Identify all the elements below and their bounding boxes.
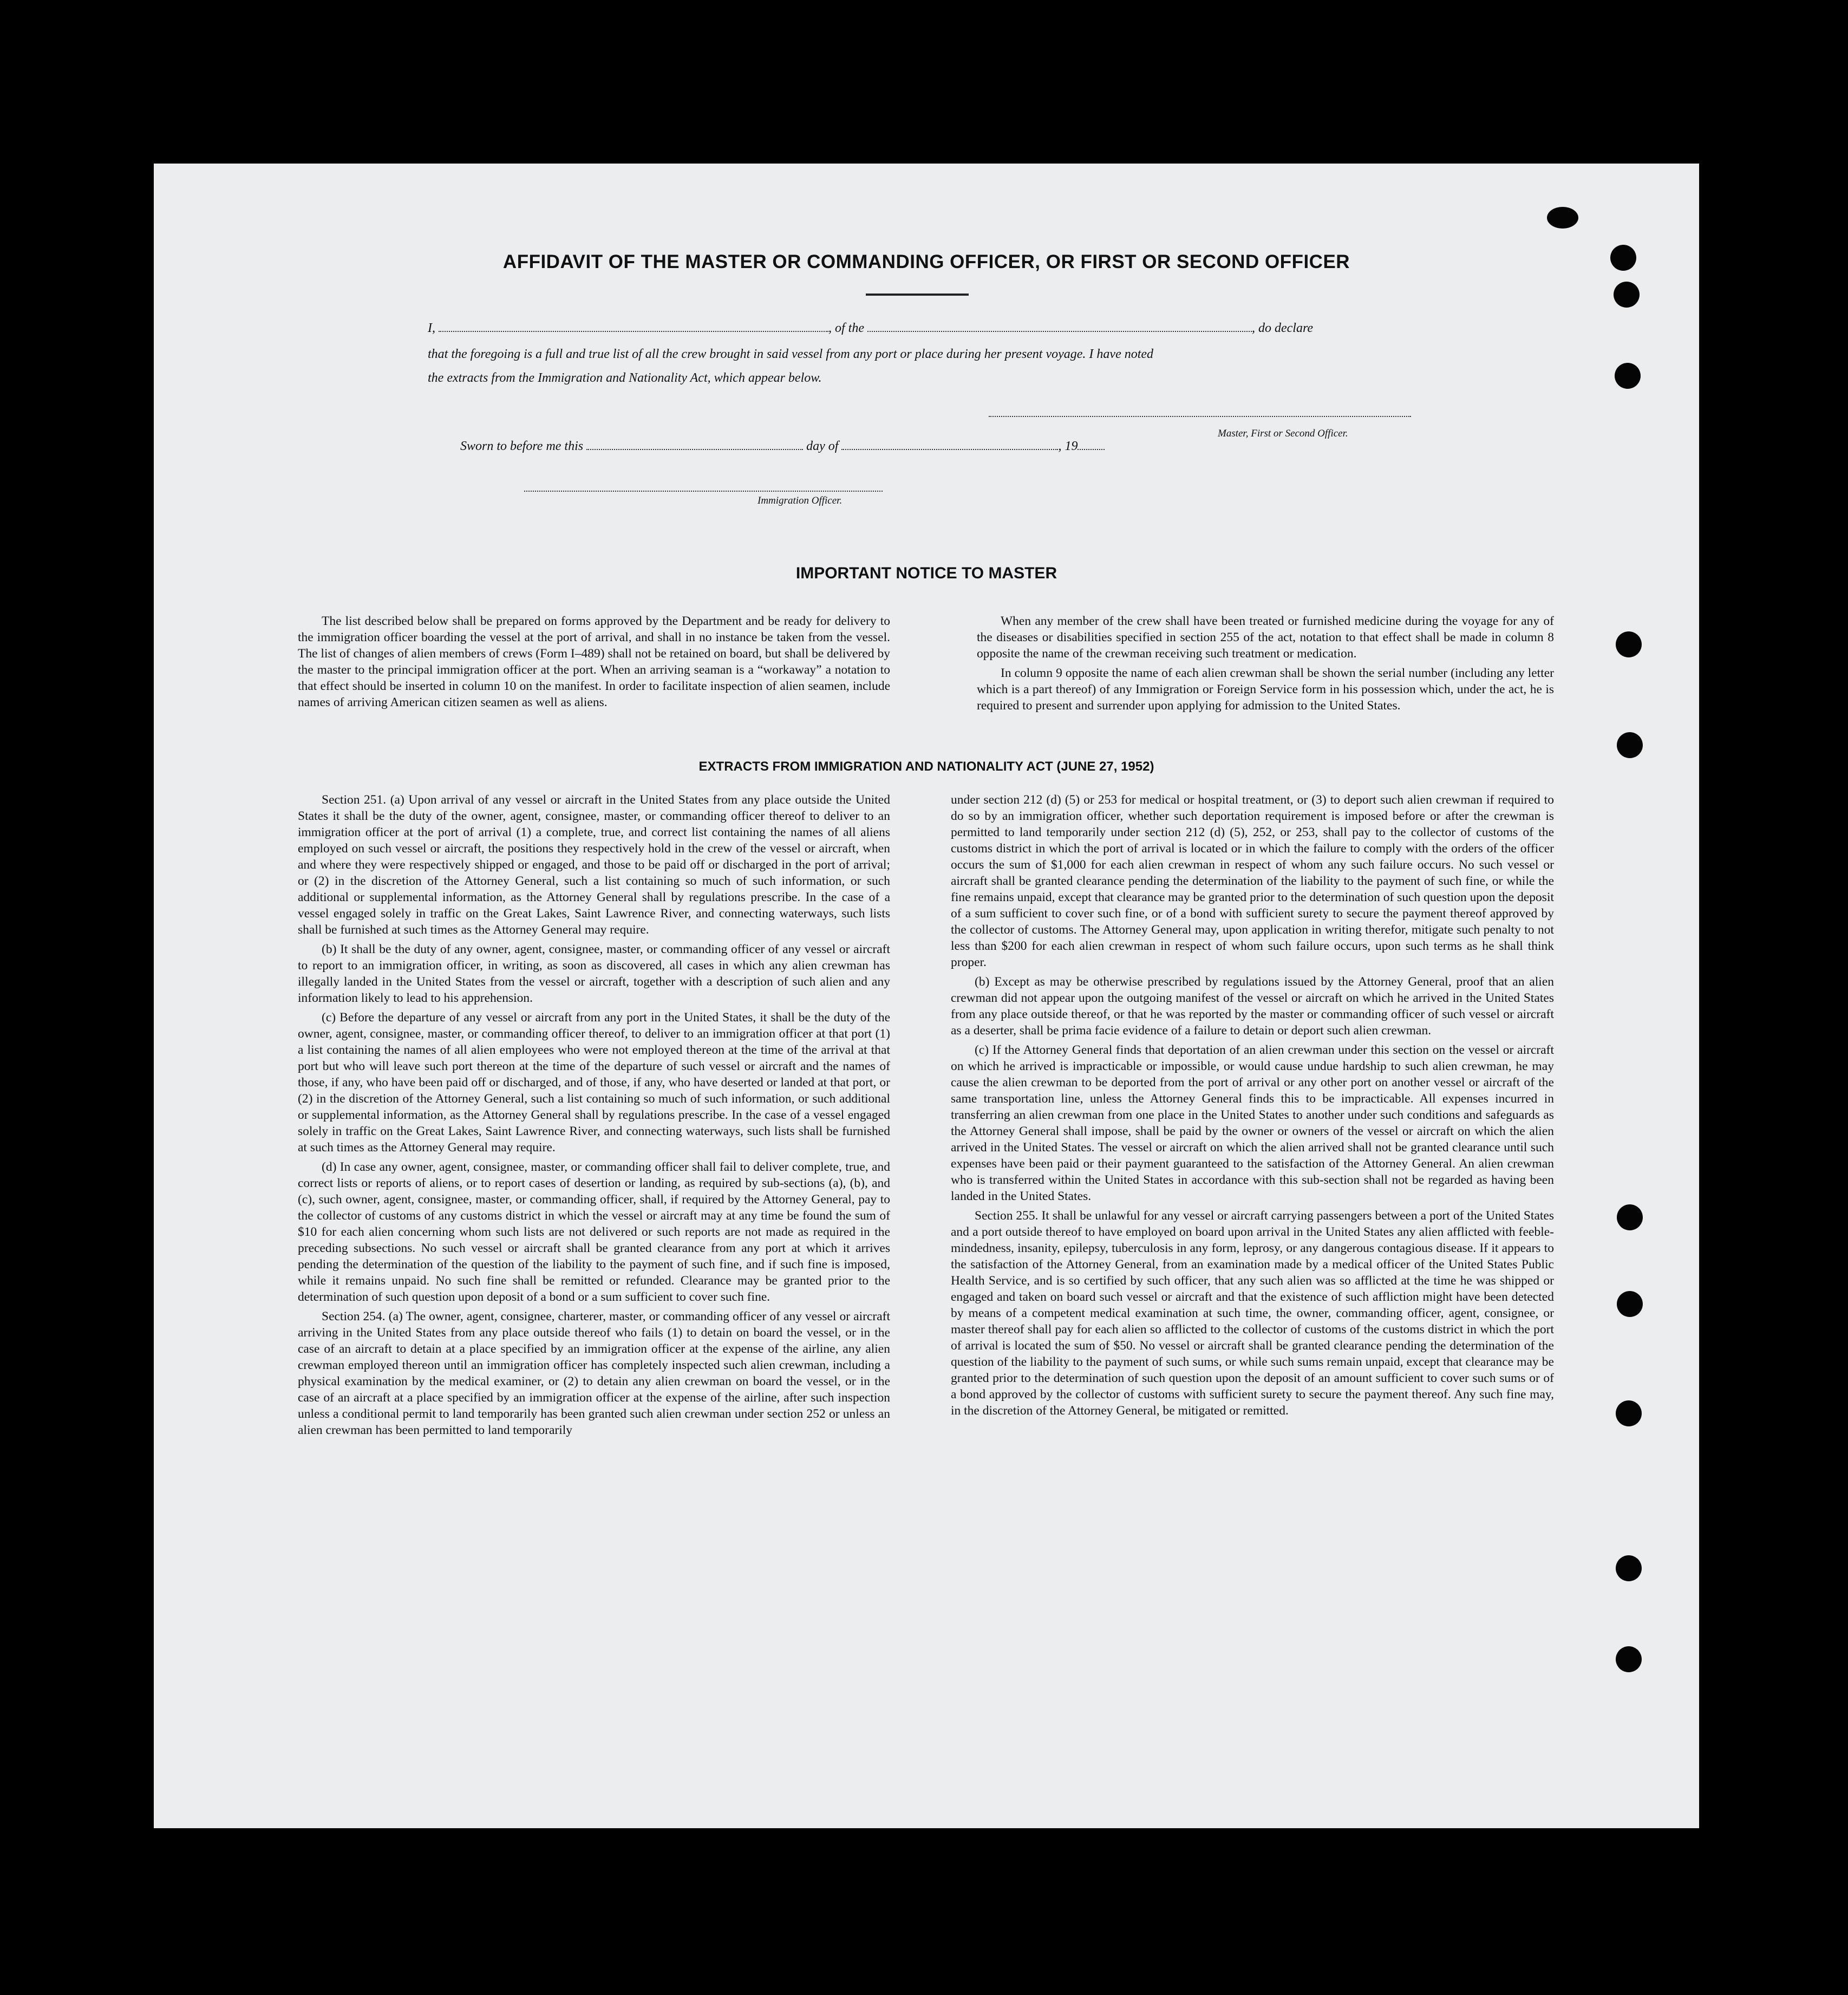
notice-left-column	[298, 613, 890, 710]
name-blank[interactable]	[439, 320, 828, 332]
extracts-left-column	[298, 792, 890, 1438]
section-254b: (b) Except as may be otherwise prescribed by regulations issued by the Attorney General, proof that an alien crewman did not appear upon the outgoing manifest of the vessel or aircraft on which he arrived in the United States from any place outside thereof, or that he was reported by the master or commanding officer of such vessel or aircraft as a deserter, shall be prima facie evidence of a failure to detain or deport such alien crewman.	[951, 975, 1554, 1038]
punch-hole	[1547, 207, 1578, 229]
sworn-month-blank[interactable]	[841, 438, 1058, 450]
section-254a-continued: under section 212 (d) (5) or 253 for medical or hospital treatment, or (3) to deport such alien crewman if required to do so by an immigration officer, whether such deportation requirement is imposed before or after the crewman is permitted to land temporarily under section 212 (d) (5), 252, or 253, shall pay to the collector of customs of the customs district in which the port of arrival is located or in which the failure to comply with the orders of the officer occurs the sum of $1,000 for each alien crewman in respect of whom any such failure occurs. No such vessel or aircraft shall be granted clearance pending the determination of the liability to the payment of such fine, or while the fine remains unpaid, except that clearance may be granted prior to the determination of such question upon the deposit of a sum sufficient to cover such fine, or of a bond with sufficient surety to secure the payment thereof approved by the collector of customs. The Attorney General may, upon application in writing therefor, mitigate such penalty to not less than $200 for each alien crewman in respect of whom such failure occurs, upon such terms as he shall think proper.	[951, 793, 1554, 969]
punch-hole	[1617, 732, 1643, 758]
extracts-heading: EXTRACTS FROM IMMIGRATION AND NATIONALITY ACT (JUNE 27, 1952)	[698, 759, 1154, 774]
punch-hole	[1617, 1204, 1643, 1230]
section-251a: Section 251. (a) Upon arrival of any vessel or aircraft in the United States from any place outside the United States it shall be the duty of the owner, agent, consignee, master, or commanding officer thereof to deliver to an immigration officer at the port of arrival (1) a complete, true, and correct list containing the names of all aliens employed on such vessel or aircraft, the positions they respectively hold in the crew of the vessel or aircraft, when and where they were respectively shipped or engaged, and those to be paid off or discharged in the port of arrival; or (2) in the discretion of the Attorney General, such a list containing so much of such information, or such additional or supplemental information, as the Attorney General shall by regulations prescribe. In the case of a vessel engaged solely in traffic on the Great Lakes, Saint Lawrence River, and connecting waterways, such lists shall be furnished at such times as the Attorney General may require.	[298, 793, 890, 937]
affidavit-page	[154, 164, 1699, 1828]
affidavit-line-2: that the foregoing is a full and true list of all the crew brought in said vessel from any port or place during her present voyage. I have noted	[428, 347, 1154, 361]
notice-heading: IMPORTANT NOTICE TO MASTER	[795, 564, 1057, 582]
punch-hole	[1616, 631, 1642, 657]
affidavit-i: I,	[428, 321, 435, 335]
sworn-day-blank[interactable]	[586, 438, 803, 450]
section-251b: (b) It shall be the duty of any owner, agent, consignee, master, or commanding officer of any vessel or aircraft to report to an immigration officer, in writing, as soon as discovered, all cases in which any alien crewman has illegally landed in the United States from the vessel or aircraft, together with a description of such alien and any information likely to lead to his apprehension.	[298, 942, 890, 1005]
affidavit-do-declare: , do declare	[1252, 321, 1314, 335]
affidavit-line-3: the extracts from the Immigration and Nationality Act, which appear below.	[428, 371, 822, 385]
punch-hole	[1615, 363, 1641, 389]
immigration-officer-caption: Immigration Officer.	[758, 495, 843, 506]
sworn-year: , 19	[1058, 439, 1078, 453]
section-255: Section 255. It shall be unlawful for any vessel or aircraft carrying passengers between a port of the United States and a port outside thereof to have employed on board upon arrival in the United States any alien afflicted with feeble-mindedness, insanity, epilepsy, tuberculosis in any form, leprosy, or any dangerous contagious disease. If it appears to the satisfaction of the Attorney General, from an examination made by a medical officer of the United States Public Health Service, and is so certified by such officer, that any such alien was so afflicted at the time he was shipped or engaged and taken on board such vessel or aircraft and that the existence of such affliction might have been detected by means of a competent medical examination at such time, the owner, commanding officer, agent, consignee, or master thereof shall pay for each alien so afflicted to the collector of customs of the customs district in which the port of arrival is located the sum of $50. No vessel or aircraft shall be granted clearance pending the determination of the question of the liability to the payment of such sums, or while such sums remain unpaid, except that clearance may be granted prior to the determination of such question upon the deposit of an amount sufficient to cover such sums or of a bond approved by the collector of customs with sufficient surety to secure the payment thereof. Any such fine may, in the discretion of the Attorney General, be mitigated or remitted.	[951, 1209, 1554, 1418]
section-251c: (c) Before the departure of any vessel or aircraft from any port in the United States, it shall be the duty of the owner, agent, consignee, master, or commanding officer thereof, to deliver to an immigration officer at that port (1) a list containing the names of all alien employees who were not employed thereon at the time of the arrival at that port but who will leave such port thereon at the time of the departure of such vessel or aircraft and the names of those, if any, who have been paid off or discharged, and of those, if any, who have deserted or landed at that port, or (2) in the discretion of the Attorney General, such a list containing so much of such information, or such additional or supplemental information, as the Attorney General shall by regulations prescribe. In the case of a vessel engaged solely in traffic on the Great Lakes, Saint Lawrence River, and connecting waterways, such lists shall be furnished at such times as the Attorney General may require.	[298, 1010, 890, 1155]
punch-hole	[1616, 1646, 1642, 1672]
punch-hole	[1616, 1555, 1642, 1581]
section-254c: (c) If the Attorney General finds that deportation of an alien crewman under this section on the vessel or aircraft on which he arrived is impracticable or impossible, or would cause undue hardship to such alien crewman, he may cause the alien crewman to be deported from the port of arrival or any other port on another vessel or aircraft of the same transportation line, unless the Attorney General finds this to be impracticable. All expenses incurred in transferring an alien crewman from one place in the United States to another under such conditions and safeguards as the Attorney General shall impose, shall be paid by the owner or owners of the vessel or aircraft on which the alien arrived in the United States. The vessel or aircraft on which the alien arrived shall not be granted clearance until such expenses have been paid or their payment guaranteed to the satisfaction of the Attorney General. An alien crewman who is transferred within the United States in accordance with this sub-section shall not be regarded as having been landed in the United States.	[951, 1043, 1554, 1203]
section-251d: (d) In case any owner, agent, consignee, master, or commanding officer shall fail to deliver complete, true, and correct lists or reports of aliens, or to report cases of desertion or landing, as required by sub-sections (a), (b), and (c), such owner, agent, consignee, master, or commanding officer, shall, if required by the Attorney General, pay to the collector of customs of any customs district in which the vessel or aircraft may at any time be found the sum of $10 for each alien concerning whom such lists are not delivered or such reports are not made as required in the preceding subsections. No such vessel or aircraft shall be granted clearance from any port at which it arrives pending the determination of the question of the liability to the payment of such fine, and if such fine is imposed, while it remains unpaid. No such fine shall be remitted or refunded. Clearance may be granted prior to the determination of such question upon deposit of a bond or a sum sufficient to cover such fine.	[298, 1160, 890, 1304]
notice-right-paragraph-2: In column 9 opposite the name of each alien crewman shall be shown the serial number (including any letter which is a part thereof) of any Immigration or Foreign Service form in his possession which, under the act, he is required to present and surrender upon applying for admission to the United States.	[977, 666, 1554, 713]
sworn-line	[460, 434, 1381, 458]
punch-hole	[1617, 1291, 1643, 1317]
master-signature-line[interactable]	[989, 416, 1411, 417]
affidavit-line-1	[428, 316, 1565, 340]
master-signature-caption: Master, First or Second Officer.	[1218, 428, 1348, 439]
sworn-prefix: Sworn to before me this	[460, 439, 584, 453]
extracts-right-column	[951, 792, 1554, 1419]
notice-right-paragraph-1: When any member of the crew shall have been treated or furnished medicine during the voyage for any of the diseases or disabilities specified in section 255 of the act, notation to that effect shall be made in column 8 opposite the name of the crewman receiving such treatment or medication.	[977, 614, 1554, 661]
title-underline	[866, 294, 969, 296]
sworn-year-blank[interactable]	[1078, 438, 1105, 450]
notice-left-paragraph: The list described below shall be prepared on forms approved by the Department and be ready for delivery to the immigration officer boarding the vessel at the port of arrival, and shall in no instance be taken from the vessel. The list of changes of alien members of crews (Form I–489) shall not be retained on board, but shall be delivered by the master to the principal immigration officer at the port. When an arriving seaman is a “workaway” a notation to that effect should be inserted in column 10 on the manifest. In order to facilitate inspection of alien seamen, include names of arriving American citizen seamen as well as aliens.	[298, 614, 890, 709]
page-title: AFFIDAVIT OF THE MASTER OR COMMANDING OFFICER, OR FIRST OR SECOND OFFICER	[502, 251, 1350, 272]
vessel-blank[interactable]	[867, 320, 1252, 332]
sworn-day-of: day of	[806, 439, 839, 453]
notice-right-column	[977, 613, 1554, 714]
affidavit-of-the: , of the	[828, 321, 864, 335]
section-254a: Section 254. (a) The owner, agent, consignee, charterer, master, or commanding officer of any vessel or aircraft arriving in the United States from any place outside thereof who fails (1) to detain on board the vessel, or in the case of an aircraft to detain at a place specified by an immigration officer at the expense of the airline, any alien crewman employed thereon until an immigration officer has completely inspected such alien crewman, including a physical examination by the medical examiner, or (2) to detain any alien crewman on board the vessel, or in the case of an aircraft at a place specified by an immigration officer at the expense of the airline, after such inspection unless a conditional permit to land temporarily has been granted such alien crewman under section 252 or unless an alien crewman has been permitted to land temporarily	[298, 1309, 890, 1437]
immigration-officer-line[interactable]	[524, 491, 883, 492]
punch-hole	[1616, 1400, 1642, 1426]
punch-hole	[1614, 282, 1640, 308]
